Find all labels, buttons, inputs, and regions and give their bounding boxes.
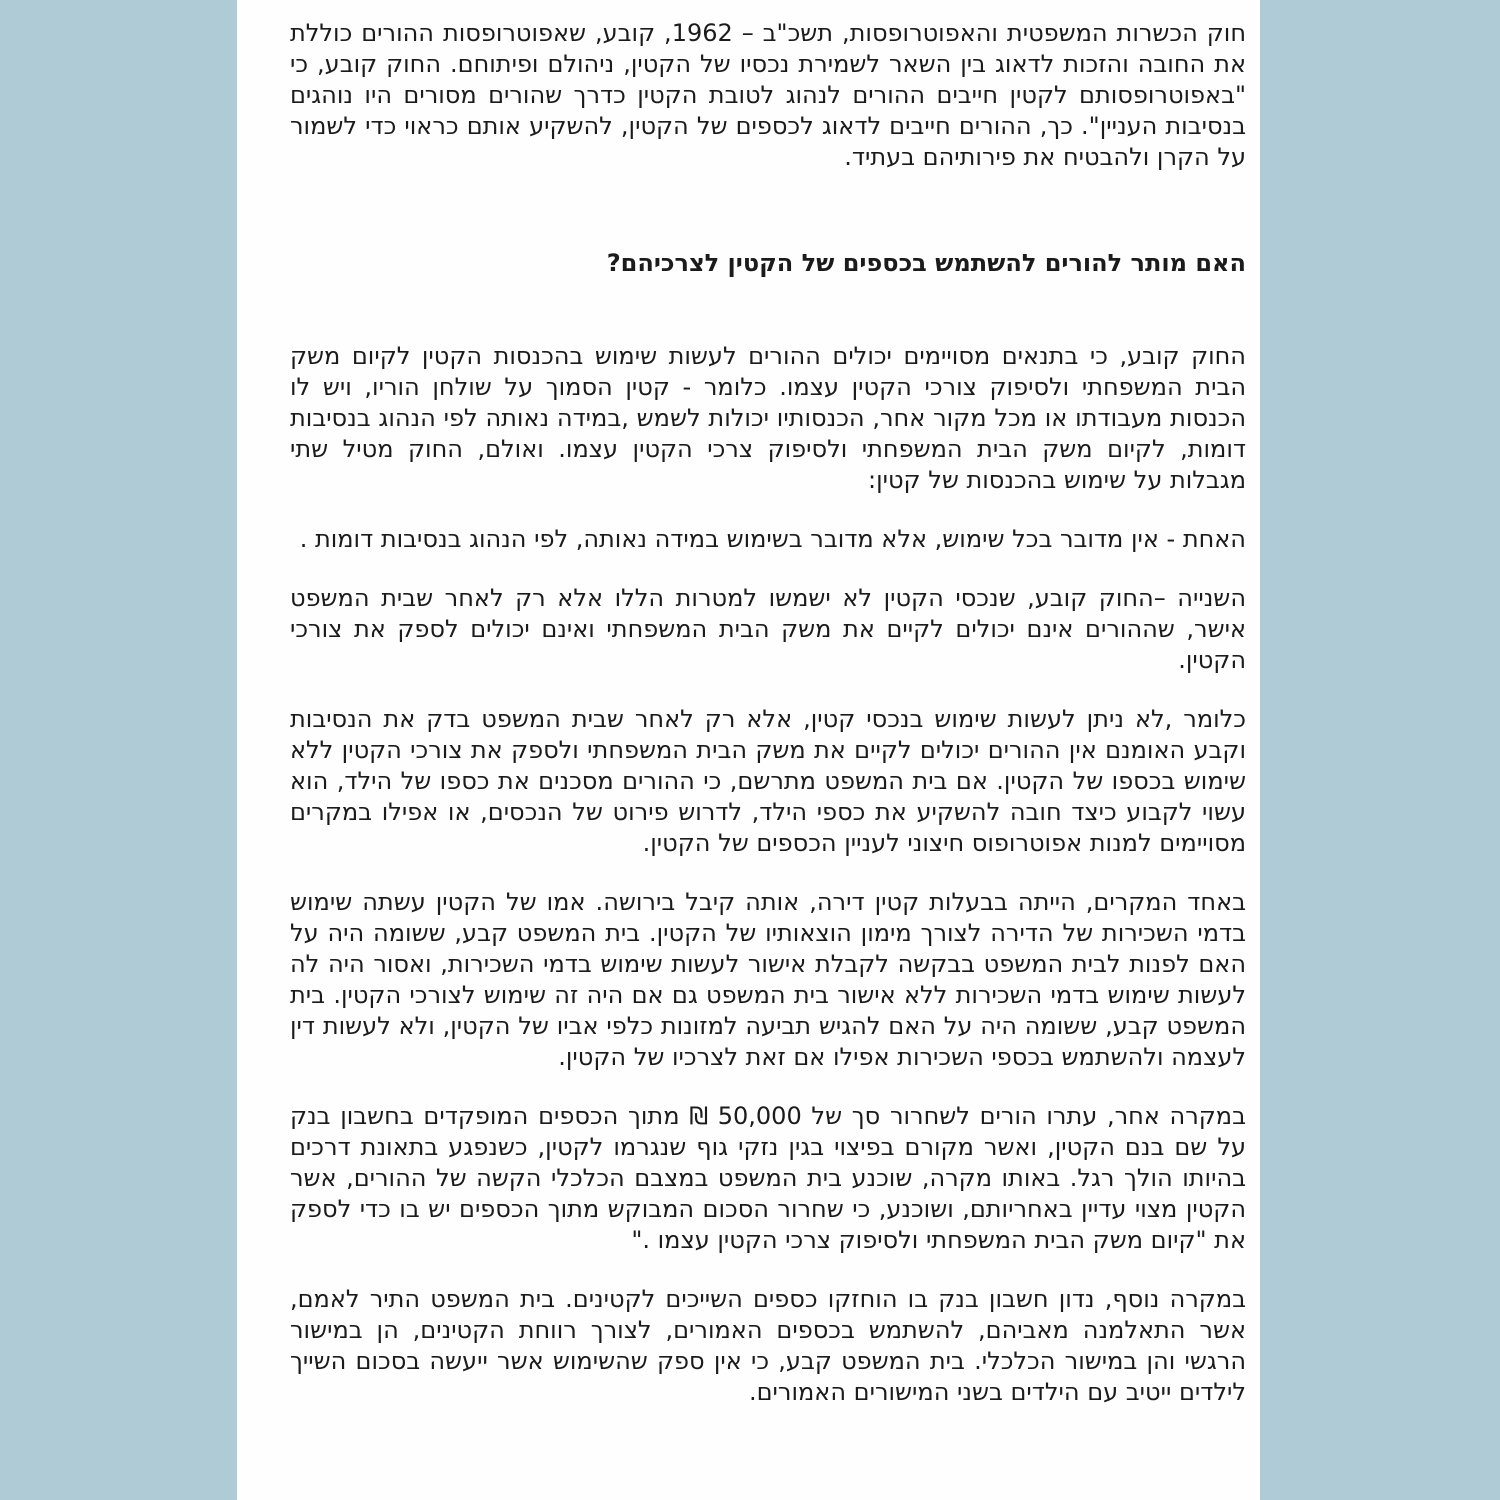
paragraph-case-widow-bank-account: במקרה נוסף, נדון חשבון בנק בו הוחזקו כספים השייכים לקטינים. בית המשפט התיר לאמם, אשר התאלמנה מאביהם, להשתמש בכספים האמורים, לצורך רווחת הקטינים, הן במישור הרגשי והן במישור הכלכלי. בית המשפט קבע, כי אין ספק שהשימוש אשר ייעשה בסכום השייך לילדים ייטיב עם הילדים בשני המישורים האמורים.	[290, 1285, 1246, 1406]
section-heading-question: האם מותר להורים להשתמש בכספים של הקטין לצרכיהם?	[606, 249, 1246, 277]
paragraph-case-inherited-apartment: באחד המקרים, הייתה בבעלות קטין דירה, אותה קיבל בירושה. אמו של הקטין עשתה שימוש בדמי השכירות של הדירה לצורך מימון הוצאותיו של הקטין. בית המשפט קבע, ששומה היה על האם לפנות לבית המשפט בבקשה לקבלת אישור לעשות שימוש בדמי השכירות, ואסור היה לה לעשות שימוש בדמי השכירות ללא אישור בית המשפט גם אם היה זה שימוש לצורכי הקטין. בית המשפט קבע, ששומה היה על האם להגיש תביעה למזונות כלפי אביו של הקטין, ולא לעשות דין לעצמה ולהשתמש בכספי השכירות אפילו אם זאת לצרכיו של הקטין.	[290, 888, 1246, 1071]
paragraph-case-50000-shekel-release: במקרה אחר, עתרו הורים לשחרור סך של 50,000 ₪ מתוך הכספים המופקדים בחשבון בנק על שם בנם הקטין, ואשר מקורם בפיצוי בגין נזקי גוף שנגרמו לקטין, כשנפגע בתאונת דרכים בהיותו הולך רגל. באותו מקרה, שוכנע בית המשפט במצבם הכלכלי הקשה של ההורים, אשר הקטין מצוי עדיין באחריותם, ושוכנע, כי שחרור הסכום המבוקש מתוך הכספים יש בו כדי לספק את "קיום משק הבית המשפחתי ולסיפוק צרכי הקטין עצמו ."	[290, 1102, 1246, 1254]
paragraph-first-restriction: האחת - אין מדובר בכל שימוש, אלא מדובר בשימוש במידה נאותה, לפי הנהוג בנסיבות דומות .	[299, 525, 1246, 553]
paragraph-law-guardianship-intro: חוק הכשרות המשפטית והאפוטרופסות, תשכ"ב – 1962, קובע, שאפוטרופסות ההורים כוללת את החובה והזכות לדאוג בין השאר לשמירת נכסיו של הקטין, ניהולם ופיתוחם. החוק קובע, כי "באפוטרופסותם לקטין חייבים ההורים לנהוג לטובת הקטין כדרך שהורים מסורים היו נוהגים בנסיבות העניין". כך, ההורים חייבים לדאוג לכספים של הקטין, להשקיע אותם כראוי כדי לשמור על הקרן ולהבטיח את פירותיהם בעתיד.	[290, 19, 1246, 171]
document-text-block	[237, 0, 1260, 1408]
paragraph-second-restriction: השנייה –החוק קובע, שנכסי הקטין לא ישמשו למטרות הללו אלא רק לאחר שבית המשפט אישר, שההורים אינם יכולים לקיים את משק הבית המשפחתי ואינם יכולים לספק את צורכי הקטין.	[290, 584, 1246, 674]
paragraph-court-review-explanation: כלומר ,לא ניתן לעשות שימוש בנכסי קטין, אלא רק לאחר שבית המשפט בדק את הנסיבות וקבע האומנם אין ההורים יכולים לקיים את משק הבית המשפחתי ולספק את צורכי הקטין ללא שימוש בכספו של הקטין. אם בית המשפט מתרשם, כי ההורים מסכנים את כספו של הילד, הוא עשוי לקבוע כיצד חובה להשקיע את כספי הילד, לדרוש פירוט של הנכסים, או אפילו במקרים מסויימים למנות אפוטרופוס חיצוני לעניין הכספים של הקטין.	[290, 705, 1246, 857]
document-page	[237, 0, 1260, 1500]
paragraph-law-conditions: החוק קובע, כי בתנאים מסויימים יכולים ההורים לעשות שימוש בהכנסות הקטין לקיום משק הבית המשפחתי ולסיפוק צורכי הקטין עצמו. כלומר - קטין הסמוך על שולחן הוריו, ויש לו הכנסות מעבודתו או מכל מקור אחר, הכנסותיו יכולות לשמש ,במידה נאותה לפי הנהוג בנסיבות דומות, לקיום משק הבית המשפחתי ולסיפוק צרכי הקטין עצמו. ואולם, החוק מטיל שתי מגבלות על שימוש בהכנסות של קטין:	[290, 342, 1246, 494]
